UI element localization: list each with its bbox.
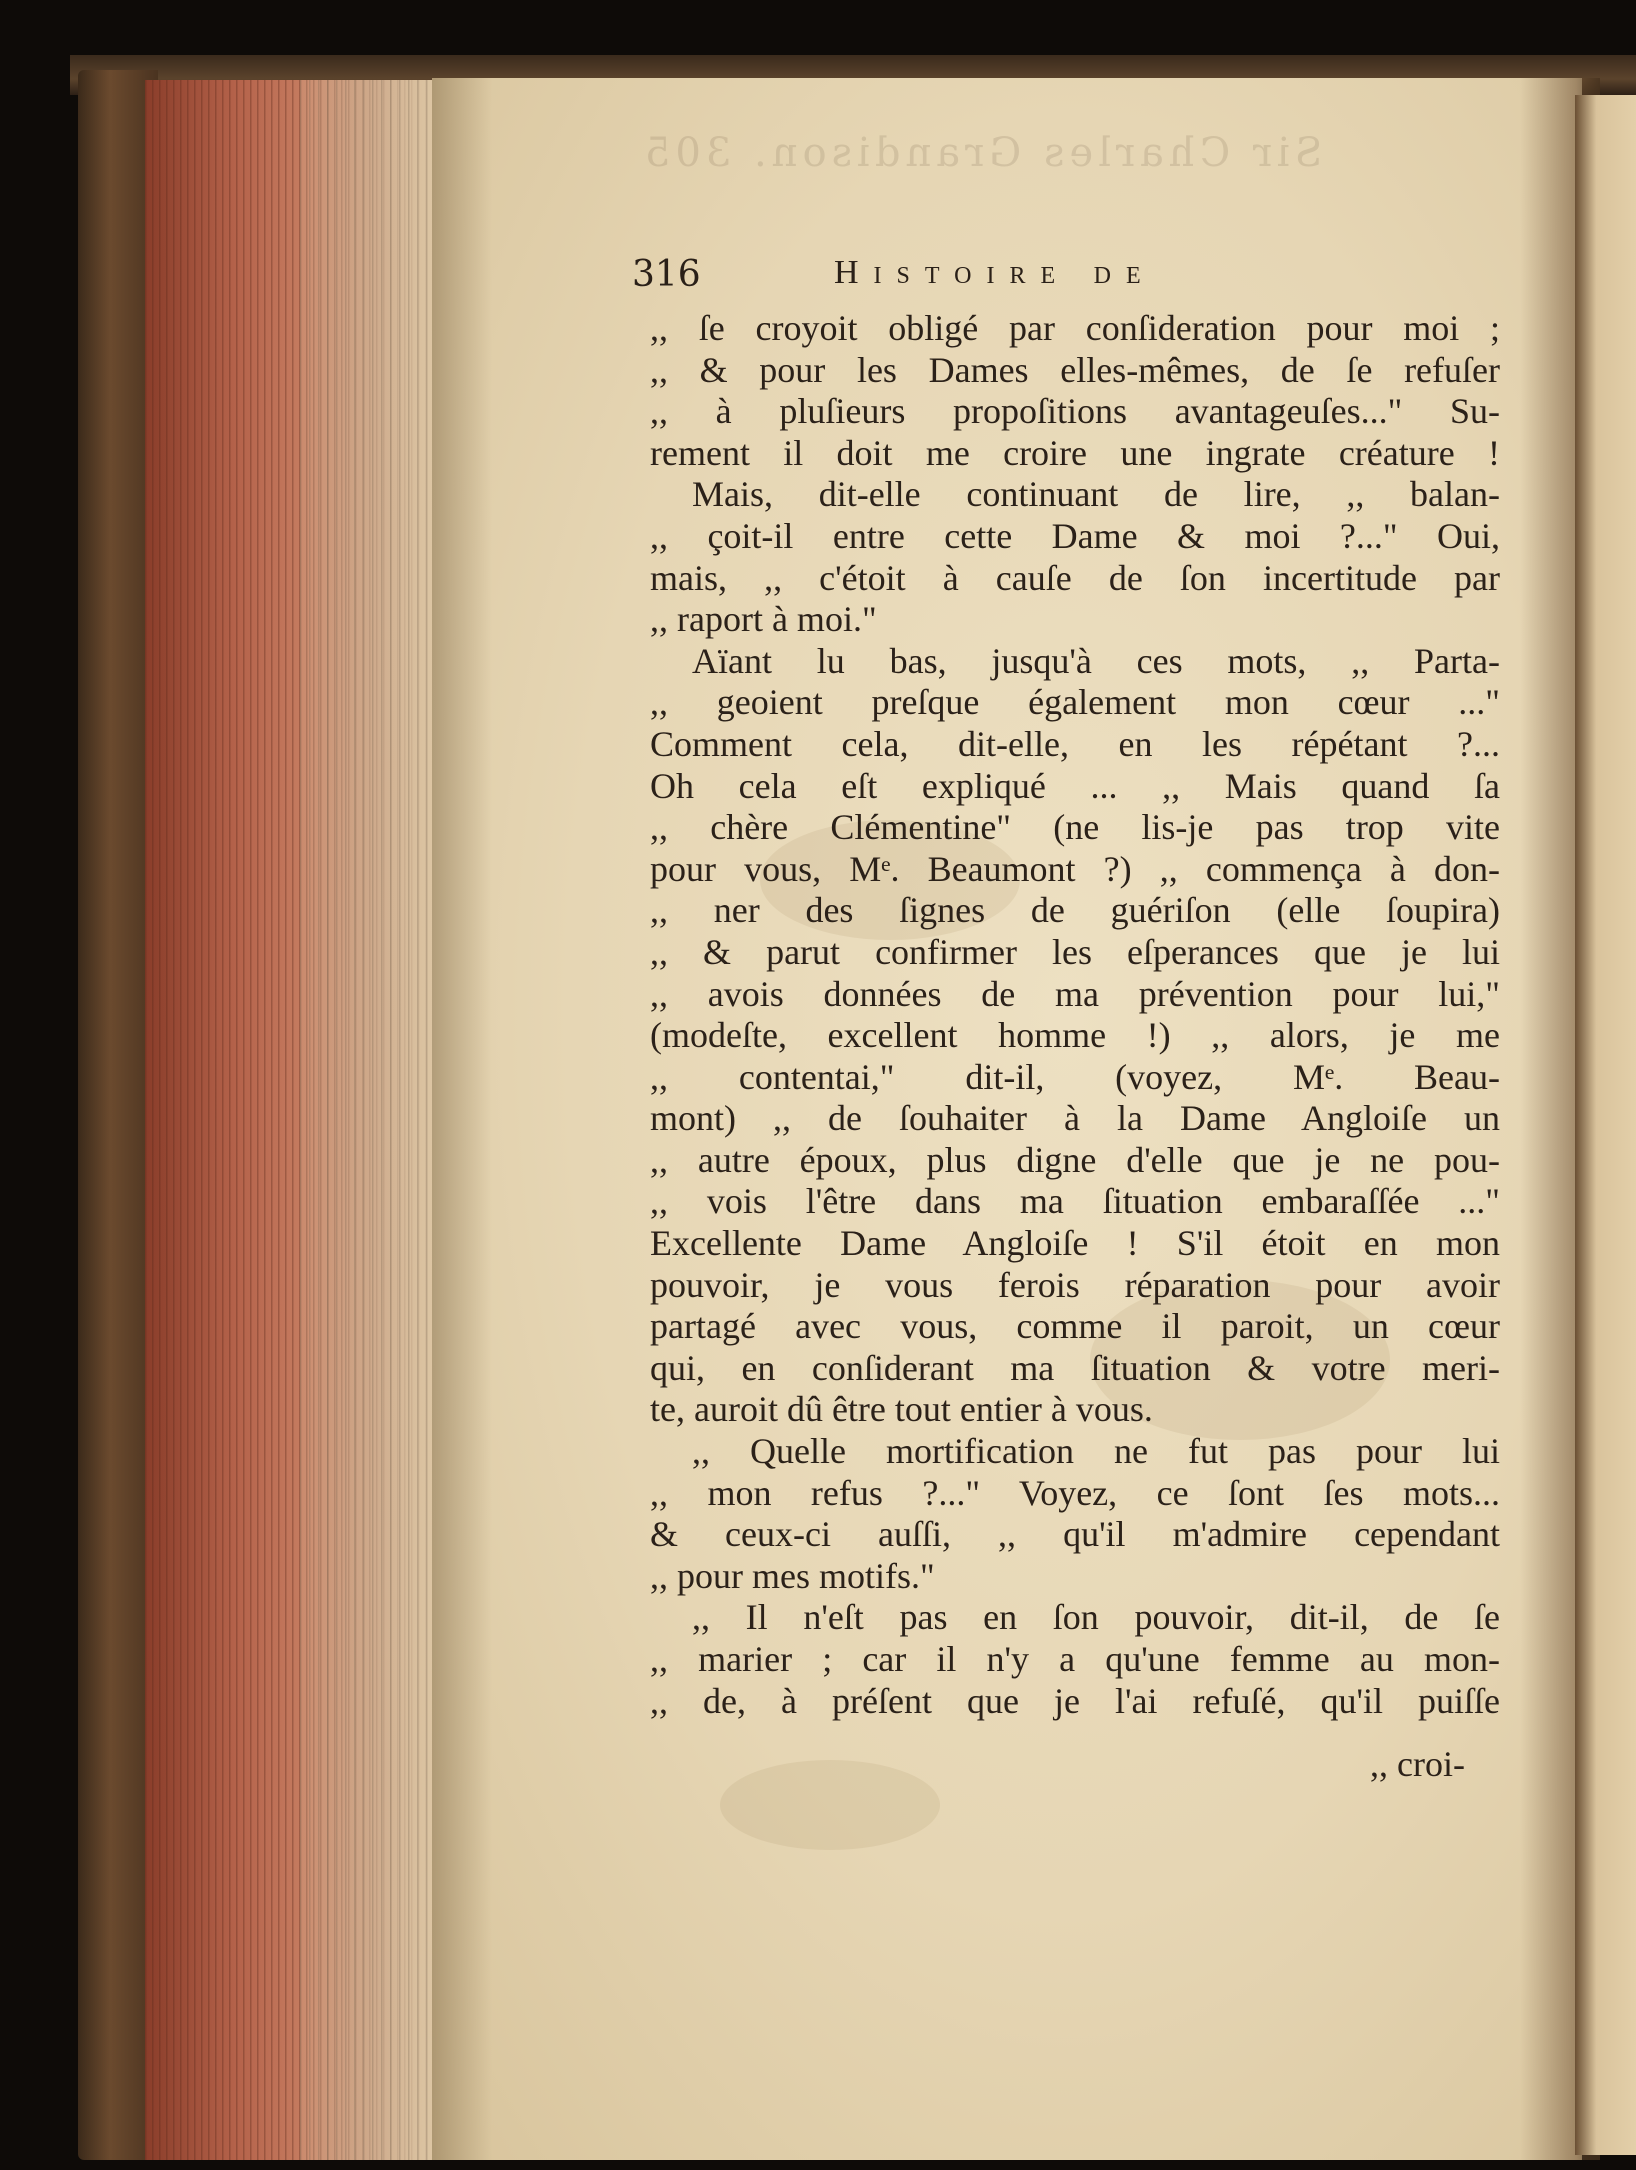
bleed-through-text: Sir Charles Grandison. 305 — [640, 130, 1323, 176]
text-line: ,, autre époux, plus digne d'elle que je ne pou- — [650, 1139, 1500, 1180]
catchword: ,, croi- — [1370, 1744, 1465, 1784]
text-line: ,, & pour les Dames elles-mêmes, de ſe refuſer — [650, 349, 1500, 390]
text-line: ,, & parut confirmer les eſperances que je lui — [650, 931, 1500, 972]
text-line: mont) ,, de ſouhaiter à la Dame Angloiſe un — [650, 1098, 1500, 1139]
text-line: ,, geoient preſque également mon cœur ..." — [650, 682, 1500, 723]
text-line: pour vous, Mᵉ. Beaumont ?) ,, commença à don- — [650, 848, 1500, 889]
text-line: ,, contentai," dit-il, (voyez, Mᵉ. Beau- — [650, 1056, 1500, 1097]
text-line: Comment cela, dit-elle, en les répétant ?... — [650, 723, 1500, 764]
body-text — [650, 308, 1500, 1722]
text-line: ,, Quelle mortification ne fut pas pour lui — [692, 1431, 1500, 1472]
text-line: ,, ſe croyoit obligé par conſideration pour moi ; — [650, 308, 1500, 348]
text-line: mais, ,, c'étoit à cauſe de ſon incertitude par — [650, 557, 1500, 598]
text-line: ,, pour mes motifs." — [650, 1555, 935, 1596]
running-head: Histoire de — [834, 254, 1156, 291]
text-line: & ceux-ci auſſi, ,, qu'il m'admire cependant — [650, 1514, 1500, 1555]
page-stain — [720, 1760, 940, 1850]
text-line: ,, ner des ſignes de guériſon (elle ſoupira) — [650, 890, 1500, 931]
text-line: pouvoir, je vous ferois réparation pour avoir — [650, 1264, 1500, 1305]
page-edges-light — [300, 80, 440, 2160]
text-line: ,, à pluſieurs propoſitions avantageuſes..." Su- — [650, 391, 1500, 432]
facing-page-edge — [1575, 95, 1636, 2155]
text-line: Mais, dit-elle continuant de lire, ,, balan- — [692, 474, 1500, 515]
page-number: 316 — [632, 254, 701, 295]
text-line: ,, Il n'eſt pas en ſon pouvoir, dit-il, de ſe — [692, 1597, 1500, 1638]
text-line: partagé avec vous, comme il paroit, un cœur — [650, 1306, 1500, 1347]
text-line: Oh cela eſt expliqué ... ,, Mais quand ſa — [650, 765, 1500, 806]
text-line: ,, vois l'être dans ma ſituation embaraſſée ..." — [650, 1181, 1500, 1222]
text-line: ,, marier ; car il n'y a qu'une femme au mon- — [650, 1639, 1500, 1679]
text-line: ,, mon refus ?..." Voyez, ce ſont ſes mots... — [650, 1472, 1500, 1513]
text-line: Aïant lu bas, jusqu'à ces mots, ,, Parta- — [692, 640, 1500, 681]
text-line: ,, avois données de ma prévention pour lui," — [650, 973, 1500, 1014]
text-line: Excellente Dame Angloiſe ! S'il étoit en mon — [650, 1223, 1500, 1264]
text-line: ,, raport à moi." — [650, 599, 877, 640]
page-shadow — [432, 78, 492, 2160]
text-line: qui, en conſiderant ma ſituation & votre meri- — [650, 1347, 1500, 1388]
text-line: ,, çoit-il entre cette Dame & moi ?..." Oui, — [650, 515, 1500, 556]
text-line: ,, de, à préſent que je l'ai refuſé, qu'il puiſſe — [650, 1680, 1500, 1721]
text-line: (modeſte, excellent homme !) ,, alors, je me — [650, 1015, 1500, 1056]
text-line: te, auroit dû être tout entier à vous. — [650, 1389, 1153, 1430]
text-line: rement il doit me croire une ingrate créature ! — [650, 432, 1500, 473]
text-line: ,, chère Clémentine" (ne lis-je pas trop vite — [650, 807, 1500, 848]
